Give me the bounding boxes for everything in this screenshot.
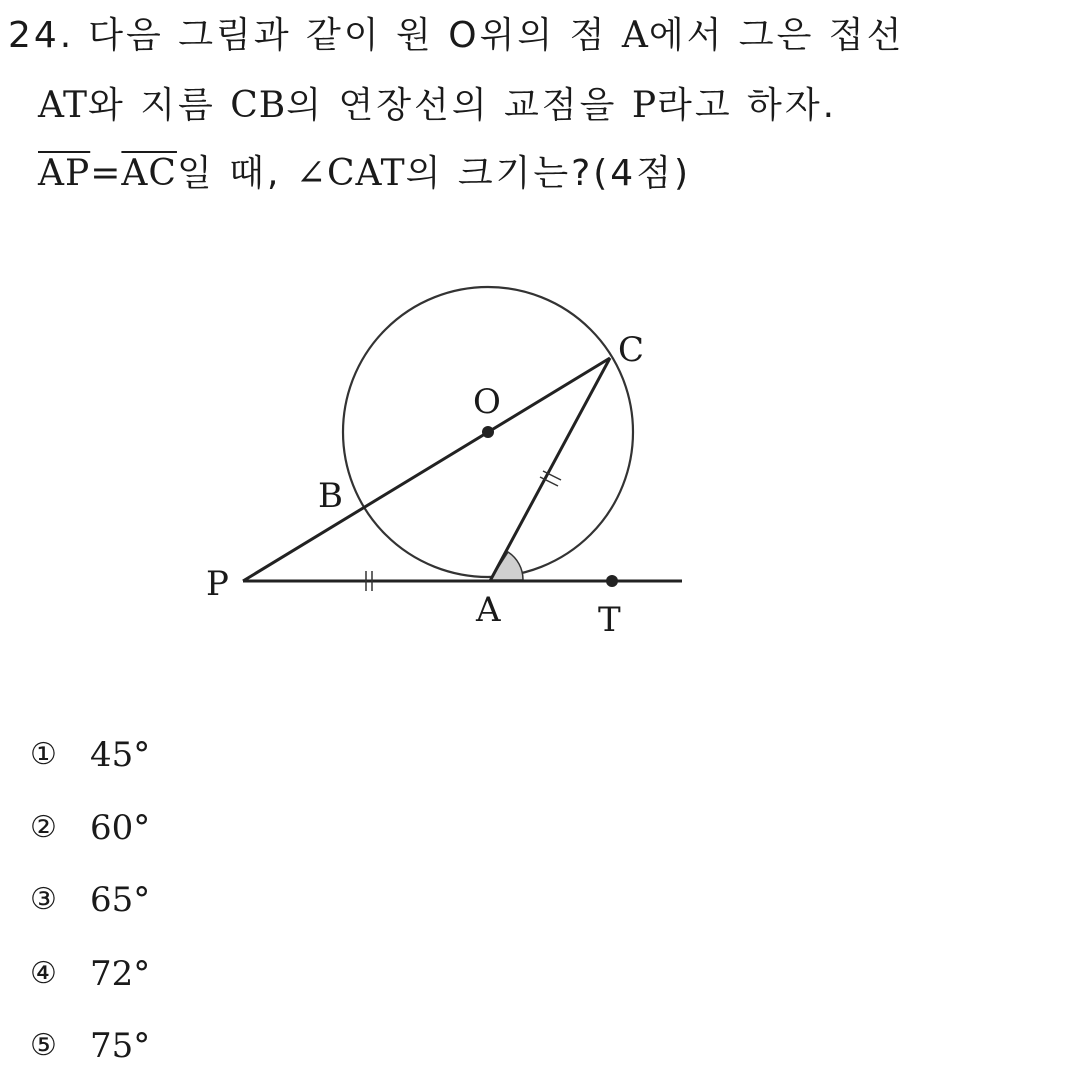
choice-value: 72° [90, 954, 151, 994]
choice-number: ③ [30, 882, 57, 917]
secant-line-pc [243, 358, 610, 581]
answer-choice-5[interactable] [30, 1026, 150, 1066]
label-c: C [618, 330, 645, 370]
question-text-3b: 의 크기는?(4점) [405, 153, 692, 194]
answer-choice-4[interactable] [30, 954, 150, 994]
label-t: T [598, 600, 621, 640]
answer-choice-2[interactable] [30, 808, 150, 848]
point-p-ref: P [631, 85, 658, 126]
answer-choice-1[interactable] [30, 735, 150, 775]
question-text-3a: 일 때, [176, 153, 296, 194]
question-text-2c: 라고 하자. [657, 85, 838, 126]
equals-sign: = [90, 153, 122, 194]
geometry-figure [190, 255, 710, 655]
question-text-1a: 다음 그림과 같이 원 O위의 점 [88, 15, 622, 56]
question-line-2 [38, 84, 837, 128]
question-number: 24. [8, 15, 75, 56]
question-text-1b: 에서 그은 접선 [648, 15, 905, 56]
label-b: B [318, 476, 343, 516]
point-a-ref: A [621, 15, 649, 56]
choice-value: 45° [90, 735, 151, 775]
angle-cat-mark [490, 552, 523, 580]
question-text-2a: 와 지름 [88, 85, 231, 126]
choice-value: 75° [90, 1026, 151, 1066]
segment-ac: $\overline{AC}$ [121, 153, 177, 194]
label-a: A [476, 590, 501, 630]
choice-value: 60° [90, 808, 151, 848]
choice-value: 65° [90, 880, 151, 920]
point-o [482, 426, 494, 438]
chord-ac [490, 358, 610, 581]
segment-ap: $\overline{AP}$ [38, 153, 91, 194]
answer-choice-3[interactable] [30, 880, 150, 920]
geometry-diagram [190, 255, 710, 655]
label-o: O [473, 382, 501, 422]
diameter-cb-ref: CB [230, 85, 287, 126]
angle-cat-ref: ∠CAT [295, 153, 406, 194]
choice-number: ⑤ [30, 1028, 57, 1063]
question-line-3 [38, 152, 691, 196]
tangent-at-ref: AT [38, 85, 89, 126]
label-p: P [206, 564, 229, 604]
choice-number: ④ [30, 956, 57, 991]
point-t [606, 575, 618, 587]
question-line-1 [8, 14, 904, 58]
question-text-2b: 의 연장선의 교점을 [286, 85, 632, 126]
choice-number: ① [30, 737, 57, 772]
choice-number: ② [30, 810, 57, 845]
